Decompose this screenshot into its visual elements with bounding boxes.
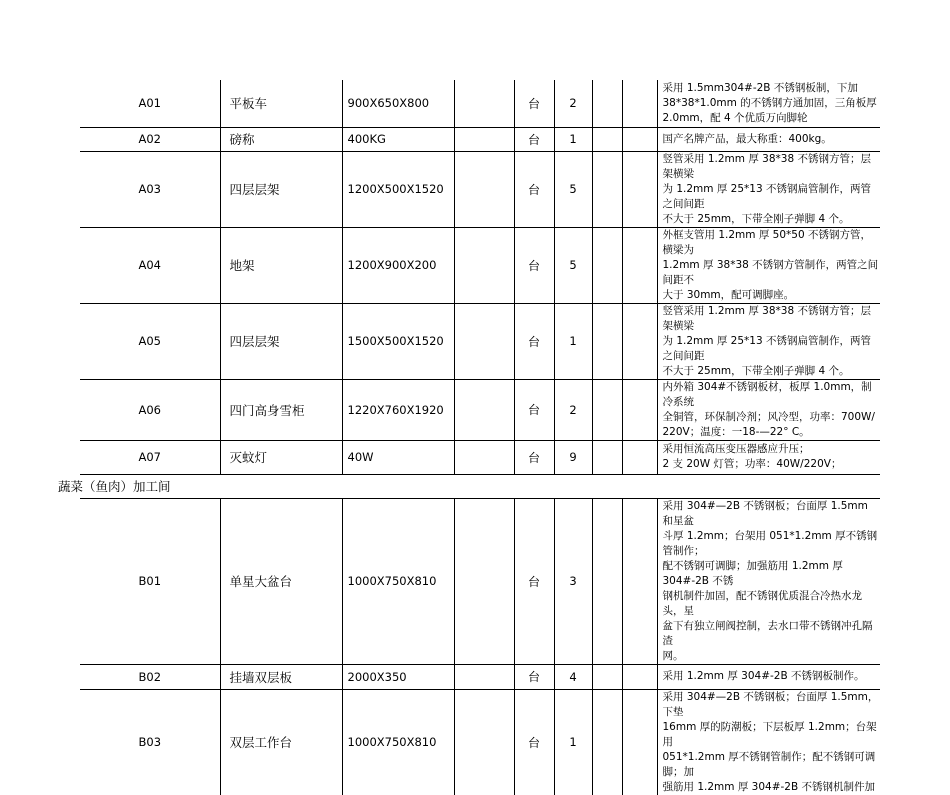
item-desc <box>657 498 880 664</box>
blank-cell <box>622 379 657 440</box>
table-row <box>80 80 880 127</box>
item-qty: 2 <box>554 80 592 127</box>
item-name: 四层层架 <box>220 303 342 379</box>
item-code: A05 <box>80 303 220 379</box>
item-desc <box>657 689 880 795</box>
item-qty: 5 <box>554 151 592 227</box>
blank-cell <box>622 303 657 379</box>
item-qty: 3 <box>554 498 592 664</box>
blank-cell <box>592 303 622 379</box>
item-unit: 台 <box>514 127 554 151</box>
desc-line: 强筋用 1.2mm 厚 304#-2B 不锈钢机制件加 <box>662 780 876 793</box>
item-size: 900X650X800 <box>342 80 454 127</box>
desc-line: 国产名牌产品，最大称重：400kg。 <box>662 132 832 145</box>
item-unit: 台 <box>514 227 554 303</box>
item-qty: 4 <box>554 664 592 689</box>
blank-cell <box>454 689 514 795</box>
item-desc <box>657 80 880 127</box>
desc-line: 051*1.2mm 厚不锈钢管制作；配不锈钢可调脚；加 <box>662 750 876 778</box>
blank-cell <box>622 498 657 664</box>
blank-cell <box>454 498 514 664</box>
blank-cell <box>454 227 514 303</box>
desc-line: 1.2mm 厚 38*38 不锈钢方管制作，两管之间间距不 <box>662 258 879 286</box>
item-unit: 台 <box>514 664 554 689</box>
item-desc <box>657 379 880 440</box>
item-size: 1500X500X1520 <box>342 303 454 379</box>
blank-cell <box>454 303 514 379</box>
blank-cell <box>622 227 657 303</box>
item-size: 1000X750X810 <box>342 498 454 664</box>
item-code: B03 <box>80 689 220 795</box>
item-desc <box>657 664 880 689</box>
item-name: 平板车 <box>220 80 342 127</box>
item-name: 挂墙双层板 <box>220 664 342 689</box>
table-row <box>80 303 880 379</box>
item-desc <box>657 127 880 151</box>
item-unit: 台 <box>514 689 554 795</box>
item-name: 地架 <box>220 227 342 303</box>
item-name: 灭蚊灯 <box>220 440 342 474</box>
item-unit: 台 <box>514 440 554 474</box>
item-desc <box>657 303 880 379</box>
desc-line: 不大于 25mm，下带全刚子弹脚 4 个。 <box>662 364 850 377</box>
blank-cell <box>622 127 657 151</box>
item-name: 四层层架 <box>220 151 342 227</box>
blank-cell <box>454 80 514 127</box>
blank-cell <box>592 689 622 795</box>
desc-line: 2 支 20W 灯管；功率：40W/220V； <box>662 458 842 470</box>
blank-cell <box>622 440 657 474</box>
blank-cell <box>592 227 622 303</box>
desc-line: 盆下有独立闸阀控制，去水口带不锈钢冲孔隔渣 <box>662 619 873 647</box>
section-row <box>80 474 880 498</box>
desc-line: 钢机制件加固，配不锈钢优质混合冷热水龙头，星 <box>662 589 862 617</box>
table-row <box>80 151 880 227</box>
equipment-table <box>58 80 880 795</box>
desc-line: 竖管采用 1.2mm 厚 38*38 不锈钢方管；层架横梁 <box>662 304 871 332</box>
item-qty: 2 <box>554 379 592 440</box>
blank-cell <box>622 151 657 227</box>
item-size: 40W <box>342 440 454 474</box>
table-row <box>80 227 880 303</box>
item-size: 400KG <box>342 127 454 151</box>
item-desc <box>657 151 880 227</box>
item-qty: 1 <box>554 689 592 795</box>
blank-cell <box>454 151 514 227</box>
section-title: 蔬菜（鱼肉）加工间 <box>58 479 171 494</box>
item-size: 1200X500X1520 <box>342 151 454 227</box>
blank-cell <box>454 379 514 440</box>
blank-cell <box>592 80 622 127</box>
desc-line: 竖管采用 1.2mm 厚 38*38 不锈钢方管；层架横梁 <box>662 152 871 180</box>
item-size: 1220X760X1920 <box>342 379 454 440</box>
desc-line: 16mm 厚的防潮板；下层板厚 1.2mm；台架用 <box>662 720 877 748</box>
blank-cell <box>622 664 657 689</box>
item-unit: 台 <box>514 151 554 227</box>
desc-line: 38*38*1.0mm 的不锈钢方通加固，三角板厚 <box>662 96 877 109</box>
item-name: 磅称 <box>220 127 342 151</box>
item-unit: 台 <box>514 498 554 664</box>
table-row <box>80 440 880 474</box>
desc-line: 采用 1.2mm 厚 304#-2B 不锈钢板制作。 <box>662 670 865 682</box>
desc-line: 采用 304#—2B 不锈钢板；台面厚 1.5mm 和星盆 <box>662 499 868 527</box>
item-unit: 台 <box>514 379 554 440</box>
item-size: 2000X350 <box>342 664 454 689</box>
item-code: A04 <box>80 227 220 303</box>
blank-cell <box>592 127 622 151</box>
item-code: A06 <box>80 379 220 440</box>
desc-line: 不大于 25mm，下带全刚子弹脚 4 个。 <box>662 212 850 225</box>
item-qty: 1 <box>554 303 592 379</box>
desc-line: 全铜管，环保制冷剂；风冷型，功率：700W/ <box>662 410 875 423</box>
item-qty: 1 <box>554 127 592 151</box>
blank-cell <box>454 127 514 151</box>
desc-line: 外框支管用 1.2mm 厚 50*50 不锈钢方管，横梁为 <box>662 228 871 256</box>
desc-line: 内外箱 304#不锈钢板材，板厚 1.0mm，制冷系统 <box>662 380 872 408</box>
desc-line: 为 1.2mm 厚 25*13 不锈钢扁管制作，两管之间间距 <box>662 182 871 210</box>
blank-cell <box>454 440 514 474</box>
desc-line: 采用 1.5mm304#-2B 不锈钢板制，下加 <box>662 81 858 94</box>
item-code: B02 <box>80 664 220 689</box>
blank-cell <box>592 379 622 440</box>
blank-cell <box>592 440 622 474</box>
desc-line: 网。 <box>662 649 684 662</box>
table-row <box>80 498 880 664</box>
desc-line: 2.0mm，配 4 个优质万向脚轮 <box>662 111 808 124</box>
item-code: A03 <box>80 151 220 227</box>
item-name: 四门高身雪柜 <box>220 379 342 440</box>
item-desc <box>657 227 880 303</box>
item-name: 单星大盆台 <box>220 498 342 664</box>
table-row <box>80 664 880 689</box>
item-code: B01 <box>80 498 220 664</box>
blank-cell <box>592 498 622 664</box>
item-qty: 9 <box>554 440 592 474</box>
desc-line: 采用恒流高压变压器感应升压； <box>662 443 810 455</box>
desc-line: 220V；温度：一18-—22° C。 <box>662 425 810 438</box>
desc-line: 为 1.2mm 厚 25*13 不锈钢扁管制作，两管之间间距 <box>662 334 871 362</box>
desc-line: 斗厚 1.2mm；台架用 051*1.2mm 厚不锈钢管制作； <box>662 529 878 557</box>
item-unit: 台 <box>514 303 554 379</box>
desc-line: 采用 304#—2B 不锈钢板；台面厚 1.5mm，下垫 <box>662 690 879 718</box>
blank-cell <box>454 664 514 689</box>
desc-line: 配不锈钢可调脚；加强筋用 1.2mm 厚 304#-2B 不锈 <box>662 559 843 587</box>
desc-line: 大于 30mm，配可调脚座。 <box>662 288 795 301</box>
item-code: A07 <box>80 440 220 474</box>
blank-cell <box>622 80 657 127</box>
item-unit: 台 <box>514 80 554 127</box>
table-row <box>80 689 880 795</box>
blank-cell <box>592 664 622 689</box>
item-qty: 5 <box>554 227 592 303</box>
table-row <box>80 127 880 151</box>
item-size: 1000X750X810 <box>342 689 454 795</box>
item-name: 双层工作台 <box>220 689 342 795</box>
item-code: A02 <box>80 127 220 151</box>
blank-cell <box>592 151 622 227</box>
item-size: 1200X900X200 <box>342 227 454 303</box>
blank-cell <box>622 689 657 795</box>
item-code: A01 <box>80 80 220 127</box>
table-row <box>80 379 880 440</box>
item-desc <box>657 440 880 474</box>
